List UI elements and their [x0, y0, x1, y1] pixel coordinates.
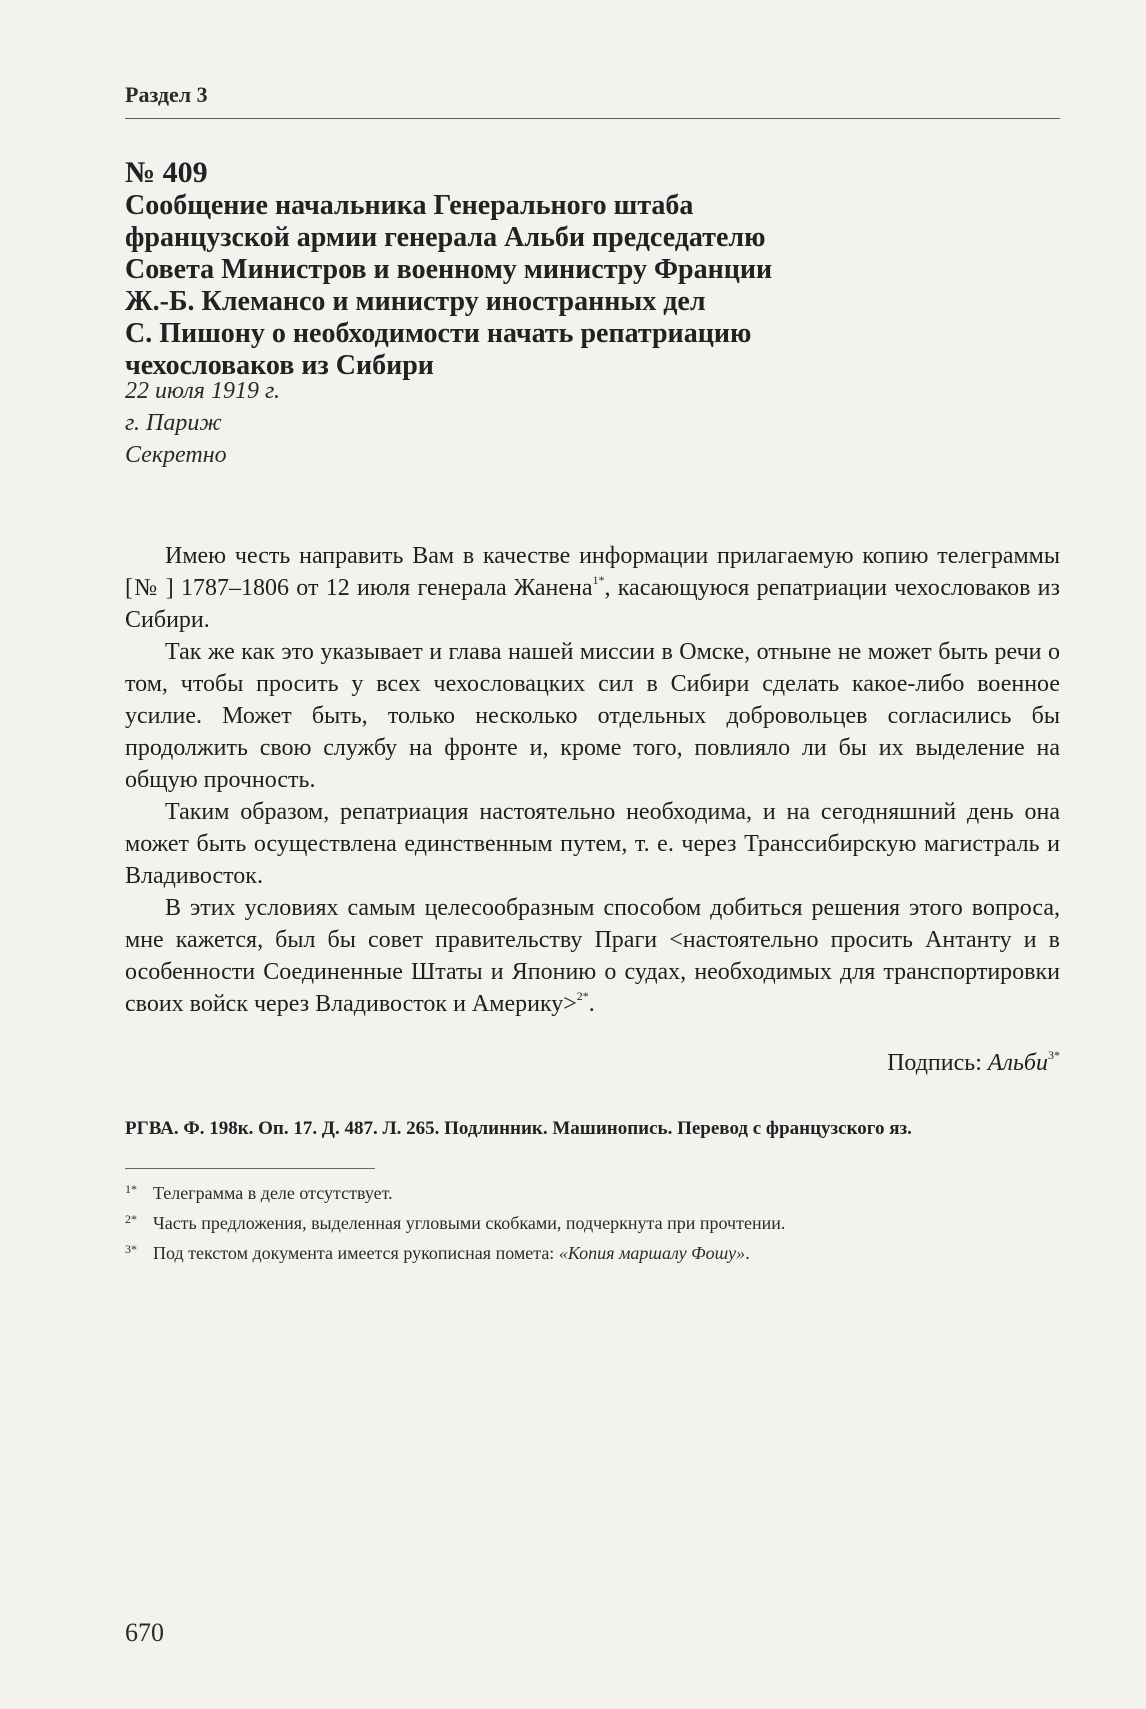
- signature-label: Подпись:: [887, 1050, 988, 1076]
- footnotes: [125, 1178, 785, 1268]
- title-line: французской армии генерала Альби председателю: [125, 222, 766, 253]
- paragraph-1: Имею честь направить Вам в качестве информации прилагаемую копию телеграммы [№ ] 1787–1806 от 12 июля генерала Жанена$^{1*}$, касающуюся репатриации чехословаков из Сибири.: [125, 543, 1060, 633]
- footnote-mark: 3*: [125, 1242, 137, 1256]
- footnote-mark: 2*: [125, 1212, 137, 1226]
- paragraph-4: В этих условиях самым целесообразным способом добиться решения этого вопроса, мне кажется, был бы совет правительству Праги <настоятельно просить Антанту и в особенности Соединенные Штаты и Японию о судах, необходимых для транспортировки своих войск через Владивосток и Америку>$^{2*}$.: [125, 895, 1060, 1017]
- paragraph-2: Так же как это указывает и глава нашей миссии в Омске, отныне не может быть речи о том, чтобы просить у всех чехословацких сил в Сибири сделать какое-либо военное усилие. Может быть, только несколько отдельных добровольцев согласились бы продолжить свою службу на фронте и, кроме того, повлияло ли бы их выделение на общую прочность.: [125, 639, 1060, 793]
- running-header: Раздел 3: [125, 82, 208, 107]
- title-line: чехословаков из Сибири: [125, 350, 434, 381]
- header-divider: [125, 118, 1060, 119]
- document-title: [125, 190, 885, 382]
- title-line: С. Пишону о необходимости начать репатриацию: [125, 318, 752, 349]
- document-place: г. Париж: [125, 410, 222, 436]
- archive-source: РГВА. Ф. 198к. Оп. 17. Д. 487. Л. 265. Подлинник. Машинопись. Перевод с французского яз.: [125, 1118, 912, 1139]
- footnote-mark: 1*: [125, 1182, 137, 1196]
- document-date: 22 июля 1919 г.: [125, 378, 280, 404]
- footnote-ref: 3*: [1048, 1048, 1060, 1062]
- document-body: [125, 540, 1060, 1020]
- footnote-divider: [125, 1168, 375, 1169]
- title-line: Сообщение начальника Генерального штаба: [125, 190, 694, 221]
- footnote: 2* Часть предложения, выделенная угловыми скобками, подчеркнута при прочтении.: [125, 1208, 785, 1238]
- title-line: Совета Министров и военному министру Франции: [125, 254, 773, 285]
- paragraph-3: Таким образом, репатриация настоятельно необходима, и на сегодняшний день она может быть осуществлена единственным путем, т. е. через Транссибирскую магистраль и Владивосток.: [125, 799, 1060, 889]
- footnote: 3* Под текстом документа имеется рукописная помета: «Копия маршалу Фошу».: [125, 1238, 785, 1268]
- document-classification: Секретно: [125, 442, 227, 468]
- footnote-ref: 1*: [592, 573, 605, 587]
- signature-name: Альби: [987, 1050, 1048, 1076]
- footnote: 1* Телеграмма в деле отсутствует.: [125, 1178, 785, 1208]
- footnote-ref: 2*: [576, 989, 589, 1003]
- title-line: Ж.-Б. Клемансо и министру иностранных дел: [125, 286, 706, 317]
- page-number: 670: [125, 1618, 164, 1647]
- signature: [887, 1050, 1060, 1077]
- document-number: № 409: [125, 156, 208, 189]
